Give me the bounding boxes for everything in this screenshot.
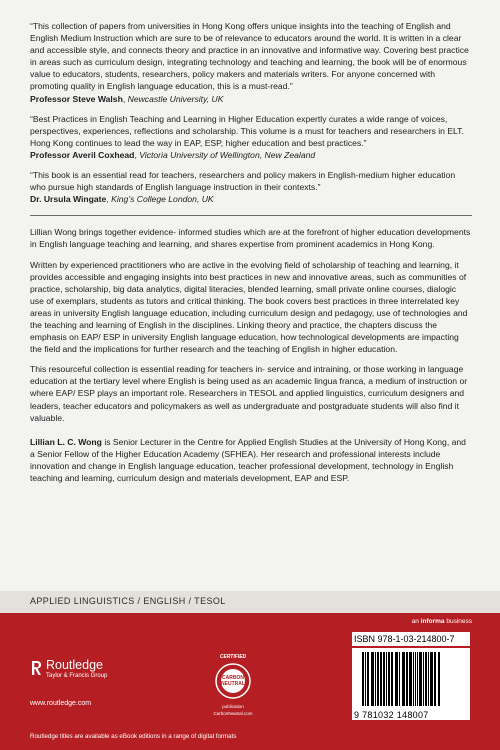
- barcode: [352, 648, 470, 720]
- endorser-name: Professor Averil Coxhead: [30, 149, 135, 160]
- barcode-bar: [417, 652, 418, 706]
- endorser-affiliation: Victoria University of Wellington, New Zealand: [139, 149, 316, 160]
- endorser-name: Professor Steve Walsh: [30, 93, 123, 104]
- barcode-bar: [391, 652, 393, 706]
- publisher-name: Routledge: [46, 658, 103, 672]
- barcode-bar: [399, 652, 400, 706]
- endorser-name: Dr. Ursula Wingate: [30, 194, 107, 205]
- subject-category: APPLIED LINGUISTICS / ENGLISH / TESOL: [30, 596, 226, 606]
- endorsement-2: [30, 113, 472, 161]
- barcode-bar: [406, 652, 408, 706]
- endorsement-text: “This book is an essential read for teachers, researchers and policy makers in English-medium higher education who pursue high standards of English language instruction in their contexts.”: [30, 170, 456, 193]
- author-name: Lillian L. C. Wong: [30, 436, 102, 447]
- endorsement-1: [30, 20, 472, 105]
- section-divider: [30, 215, 472, 216]
- blurb-paragraph-1: Lillian Wong brings together evidence- informed studies which are at the forefront of higher education developments in English language teaching and learning, and shares expertise from prominent academics in Hong Kong.: [30, 227, 471, 250]
- svg-text:NEUTRAL: NEUTRAL: [221, 681, 245, 687]
- barcode-bar: [377, 652, 379, 706]
- publisher-group: Taylor & Francis Group: [46, 673, 108, 679]
- barcode-bar: [362, 652, 364, 706]
- barcode-bar: [413, 652, 414, 706]
- endorsement-attribution: Professor Steve Walsh, Newcastle University, UK: [30, 93, 224, 104]
- barcode-bar: [367, 652, 369, 706]
- barcode-bar: [375, 652, 376, 706]
- author-bio-text: is Senior Lecturer in the Centre for Applied English Studies at the University of Hong Kong, and a Senior Fellow of the Higher Education Academy (SFHEA). Her research and professional interests include innovation and change in English language education, teacher professional development, technology in English teaching and learning, curriculum design and materials development, EAP and ESP.: [30, 436, 466, 483]
- blurb-paragraph-3: This resourceful collection is essential reading for teachers in- service and intraining, or those working in language education at the tertiary level where English is being used as an academic lingua franca, a medium of instruction or where EAP/ ESP plays an important role. Researchers in TESOL and applied linguistics, curriculum designers and leaders, teacher educators and policymakers as well as undergraduate and postgraduate students will also find it valuable.: [30, 364, 468, 423]
- barcode-bar: [428, 652, 429, 706]
- informa-tagline: [412, 618, 472, 625]
- endorsement-attribution: Professor Averil Coxhead, Victoria University of Wellington, New Zealand: [30, 149, 316, 160]
- barcode-bar: [386, 652, 387, 706]
- barcode-bar: [430, 652, 433, 706]
- blurb-paragraph-2: Written by experienced practitioners who are active in the evolving field of scholarship of teaching and learning, it provides accessible and engaging insights into best practices in new and innovative areas, such as communities of practice, scholarship, big data analytics, digital literacies, blended learning, small private online courses, dialogic use of exemplars, students as tutors and critical thinking. The book covers best practices in three interrelated key areas in university English language education, including curriculum design and pedagogy, use of technologies and the teaching and learning of English in the disciplines. Linking theory and practice, the chapters discuss the emphasis on EAP/ ESP in university English language education, how technological developments are impacting the field and the implications for further research and the teaching of English in higher education.: [30, 259, 468, 355]
- endorsement-3: [30, 169, 472, 205]
- barcode-bar: [380, 652, 382, 706]
- barcode-bar: [434, 652, 436, 706]
- endorsement-text: “This collection of papers from universities in Hong Kong offers unique insights into the teaching of English and English Medium Instruction which are sure to be of relevance to educators around the world. It is written in a clear and accessible style, and connects theory and practice in an innovative and informative way. Covering best practice in areas such as curriculum design, integrating technology and teaching and learning, the book will be of enormous value to educators, students, researchers, policy makers and materials writers. For anyone concerned with promoting quality in English language education, this is a must-read.”: [30, 21, 469, 92]
- text-column: [30, 20, 472, 484]
- endorser-affiliation: Newcastle University, UK: [127, 93, 224, 104]
- carbon-site-label: CarbonNeutral.com: [213, 711, 253, 716]
- publisher-url[interactable]: www.routledge.com: [30, 700, 92, 707]
- carbon-publication-label: publication: [222, 704, 244, 709]
- barcode-bar: [423, 652, 424, 706]
- informa-suffix: business: [444, 618, 472, 625]
- barcode-bar: [419, 652, 422, 706]
- isbn-label: ISBN 978-1-03-214800-7: [352, 632, 470, 646]
- barcode-bar: [365, 652, 366, 706]
- endorser-affiliation: King’s College London, UK: [111, 194, 214, 205]
- svg-text:CARBON: CARBON: [222, 675, 244, 681]
- endorsement-text: “Best Practices in English Teaching and Learning in Higher Education expertly curates a wide range of voices, perspectives, experiences, reflections and scholarship. This volume is a must for teachers and researchers in ELT. Hong Kong continues to lead the way in EAP, ESP, higher education and best practices.”: [30, 113, 464, 148]
- informa-prefix: an: [411, 618, 421, 625]
- barcode-bar: [438, 652, 440, 706]
- barcode-bar: [371, 652, 374, 706]
- barcode-bars: [352, 648, 470, 710]
- barcode-bar: [402, 652, 405, 706]
- carbon-certified-label: CERTIFIED: [219, 654, 247, 660]
- subject-category-band: [0, 591, 500, 613]
- endorsement-attribution: Dr. Ursula Wingate, King’s College London, UK: [30, 194, 214, 205]
- author-bio: [30, 436, 472, 484]
- barcode-bar: [388, 652, 390, 706]
- barcode-number: 9 781032 148007: [354, 710, 429, 720]
- barcode-bar: [425, 652, 427, 706]
- carbon-neutral-logo-icon: [210, 660, 256, 706]
- routledge-logo-icon: [30, 660, 42, 676]
- barcode-bar: [383, 652, 385, 706]
- carbon-neutral-badge: [210, 654, 256, 714]
- barcode-bar: [409, 652, 412, 706]
- informa-brand: informa: [420, 618, 445, 625]
- ebook-note: Routledge titles are available as eBook editions in a range of digital formats: [30, 733, 237, 740]
- barcode-bar: [395, 652, 398, 706]
- barcode-bar: [415, 652, 416, 706]
